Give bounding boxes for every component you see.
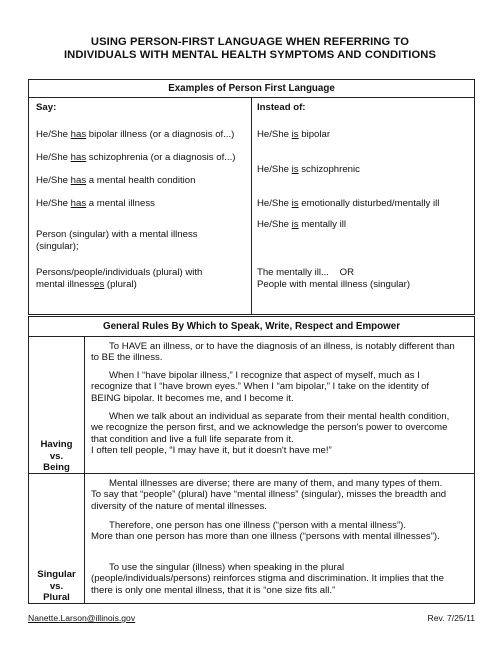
rules-table (28, 316, 475, 604)
say-person-singular: Person (singular) with a mental illness (singular); (36, 229, 198, 252)
revision-date: Rev. 7/25/11 (427, 613, 475, 623)
say-persons-plural: Persons/people/individuals (plural) with mental illnesses (plural) (36, 267, 203, 290)
instead-plural: The mentally ill... OR People with mental illness (singular) (256, 267, 411, 290)
title-line-2: INDIVIDUALS WITH MENTAL HEALTH SYMPTOMS AND CONDITIONS (63, 49, 437, 61)
instead-label: Instead of: (256, 102, 306, 113)
paragraph: When we talk about an individual as separate from their mental health condition, we recognize the person first, and we acknowledge the person's power to overcome that condition and live a full life separate from it. I often tell people, “I may have it, but it doesn't have me!” (91, 411, 450, 456)
having-vs-being-text (85, 337, 475, 474)
having-vs-being-label: Having vs. Being (29, 337, 85, 474)
title-line-1: USING PERSON-FIRST LANGUAGE WHEN REFERRING TO (90, 36, 410, 48)
instead-item: He/She is schizophrenic (256, 164, 360, 175)
examples-table (28, 79, 475, 315)
say-column (29, 98, 252, 315)
say-label: Say: (36, 102, 57, 113)
document-title (20, 36, 480, 62)
instead-item: He/She is bipolar (256, 129, 331, 140)
say-item: He/She has schizophrenia (or a diagnosis of...) (36, 152, 236, 163)
singular-vs-plural-label: Singular vs. Plural (29, 474, 85, 604)
examples-header: Examples of Person First Language (29, 80, 475, 98)
paragraph: Therefore, one person has one illness (“person with a mental illness”). More than one person has more than one illness (“persons with mental illnesses”). (91, 520, 440, 543)
paragraph: When I “have bipolar illness,” I recognize that aspect of myself, much as I recognize that I “have brown eyes.” When I “am bipolar,” I take on the identity of BEING bipolar. It becomes me, and I become it. (91, 370, 430, 404)
say-item: He/She has a mental illness (36, 198, 155, 209)
paragraph: To use the singular (illness) when speaking in the plural (people/individuals/persons) reinforces stigma and discrimination. It implies that the there is only one mental illness, that it is “one size fits all.” (91, 562, 445, 596)
rules-header: General Rules By Which to Speak, Write, Respect and Empower (29, 317, 475, 337)
author-email-link[interactable]: Nanette.Larson@illinois.gov (28, 613, 136, 623)
say-item: He/She has a mental health condition (36, 175, 196, 186)
paragraph: To HAVE an illness, or to have the diagnosis of an illness, is notably different than to BE the illness. (91, 341, 455, 364)
paragraph: Mental illnesses are diverse; there are many of them, and many types of them. To say that “people” (plural) have “mental illness” (singular), misses the breadth and diversity of the nature of mental illnesses. (91, 478, 447, 512)
say-item: He/She has bipolar illness (or a diagnosis of...) (36, 129, 235, 140)
instead-item: He/She is emotionally disturbed/mentally ill (256, 198, 440, 209)
instead-column (251, 98, 474, 315)
instead-item: He/She is mentally ill (256, 219, 347, 230)
singular-vs-plural-text (85, 474, 475, 604)
